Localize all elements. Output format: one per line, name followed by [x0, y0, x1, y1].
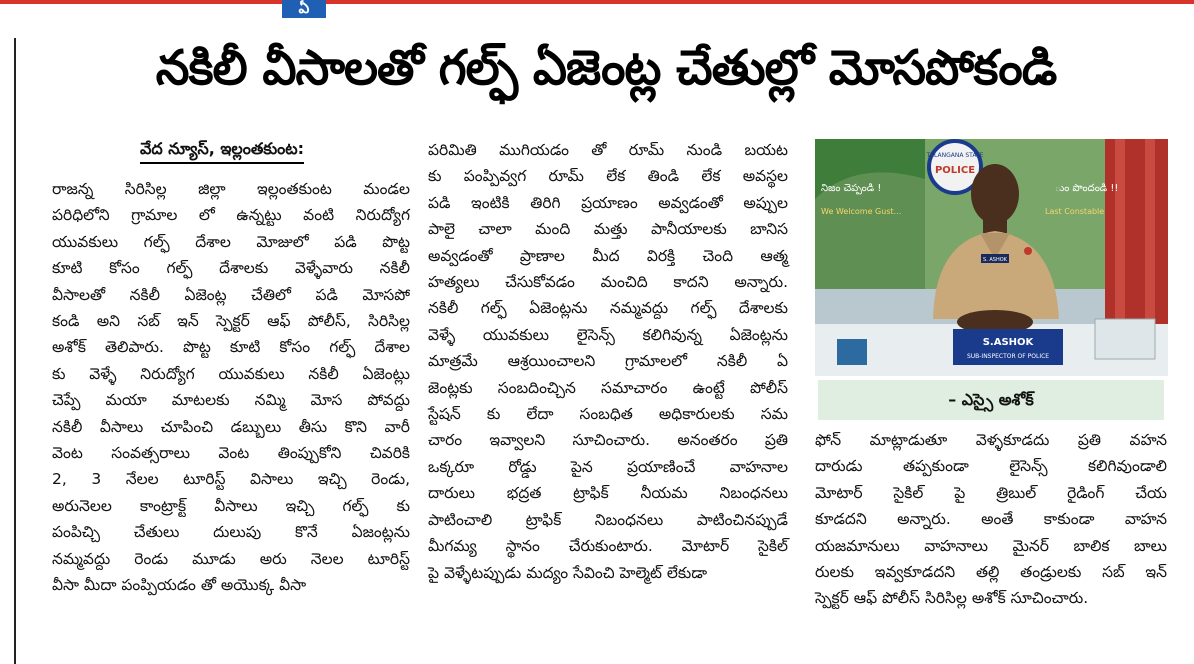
- badge-name-text: S. ASHOK: [983, 257, 1007, 263]
- article-line: కు వెళ్ళే నిరుద్యోగ యువకులు నకిలీ ఏజెంట్లు: [52, 364, 410, 383]
- article-line: యువకులు గల్ఫ్ దేశాల మోజులో పడి పొట్ట: [52, 232, 410, 251]
- emblem-top-text: TELANGANA STATE: [926, 152, 984, 159]
- article-line: పరిమితి ముగియడం తో రూమ్ నుండి బయట: [428, 141, 788, 159]
- nameplate-title: SUB-INSPECTOR OF POLICE: [966, 353, 1050, 360]
- article-line: నకిలీ వీసాలు చూపించి డబ్బులు తీసు కొని వారీ: [52, 417, 410, 436]
- board-english-right: Last Constable: [1045, 207, 1105, 216]
- board-text-left: నిజం చెప్పండి !: [821, 183, 882, 194]
- article-line: అరునెలల కాంట్రాక్ట్ వీసాలు ఇచ్చి గల్ఫ్ కు: [52, 496, 410, 515]
- article-line: నమ్మవద్దు రెండు మూడు అరు నెలల టూరిస్ట్: [52, 549, 410, 568]
- article-line: కూటి కోసం గల్ఫ్ దేశాలకు వెళ్ళేవారు నకిలీ: [52, 259, 410, 278]
- article-line: దారుడు తప్పకుండా లైసెన్స్ కలిగివుండాలి: [815, 457, 1167, 476]
- photo-caption: – ఎస్సై అశోక్: [818, 380, 1164, 420]
- article-line: కండి అని సబ్ ఇన్ స్పెక్టర్ ఆఫ్ పోలీస్, సిరిసిల్ల: [52, 312, 410, 331]
- article-line: చారం ఇవ్వాలని సూచించారు. అనంతరం ప్రతి: [428, 431, 788, 450]
- article-line: స్టేషన్ కు లేదా సంబధిత అధికారులకు సమ: [428, 405, 788, 424]
- article-column-1: [52, 176, 410, 599]
- article-line: పరిధిలోని గ్రామాల లో ఉన్నట్టు వంటి నిరుద్యోగ: [52, 206, 410, 225]
- article-line: హత్యలు చేసుకోవడం మంచిది కాదని అన్నారు.: [428, 273, 788, 292]
- article-line: పంపిచ్చి చేతులు దులుపు కొనే ఏజంట్లను: [52, 523, 410, 542]
- article-line: మీగమ్య స్థానం చేరుకుంటారు. మోటార్ సైకిల్: [428, 537, 788, 556]
- board-english-left: We Welcome Gust...: [821, 207, 902, 216]
- left-column-rule: [14, 38, 16, 664]
- article-line: కు పంప్పివ్వగ రూమ్ లేక తిండి లేక అవస్థల: [428, 167, 788, 186]
- article-line: అవ్వడంతో ప్రాణాల మీద విరక్తి చెంది ఆత్మ: [428, 246, 788, 265]
- article-line: మాత్రమే ఆశ్రయించాలని గ్రామాలలో నకిలీ ఏ: [428, 352, 788, 371]
- article-line: పాలై చాలా మంది మత్తు పానీయాలకు బానిస: [428, 220, 788, 239]
- article-line: పడి ఇంటికి తిరిగి ప్రయాణం అవ్వడంతో అప్పుల: [428, 193, 788, 212]
- article-line: జెంట్లకు సంబదించ్చిన సమాచారం ఉంట్టే పోలీస్: [428, 378, 788, 397]
- article-line: ఒక్కరూ రోడ్డు పైన ప్రయాణించే వాహనాల: [428, 457, 788, 476]
- article-line: పాటించాలి ట్రాఫిక్ నిబంధనలు పాటించినప్పుడే: [428, 510, 788, 529]
- emblem-main-text: POLICE: [934, 165, 976, 176]
- article-column-3: [815, 427, 1167, 612]
- board-text-right: ుం పొందండి !!: [1055, 183, 1119, 194]
- article-line: వెంట సంవత్సరాలు వెంట తింప్పుకోని చివరికి: [52, 444, 410, 463]
- article-line: వీసాలతో నకిలీ ఏజెంట్ల చేతిలో పడి మోసపో: [52, 285, 410, 304]
- article-line: అశోక్ తెలిపారు. పొట్ట కూటి కోసం గల్ఫ్ దేశాల: [52, 338, 410, 357]
- article-line: స్పెక్టర్ ఆఫ్ పోలీస్ సిరిసిల్ల అశోక్ సూచించారు.: [815, 589, 1089, 608]
- article-line: రాజన్న సిరిసిల్ల జిల్లా ఇల్లంతకుంట మండల: [52, 180, 410, 198]
- article-column-2: [428, 137, 788, 586]
- article-line: రులకు ఇవ్వకూడదని తల్లి తండ్రులకు సబ్ ఇన్: [815, 563, 1167, 582]
- article-line: 2, 3 నేలల టూరిస్ట్ విసాలు ఇచ్చి రెండు,: [52, 470, 410, 489]
- officer-photo: [815, 139, 1168, 376]
- article-line: చెప్పే మయా మాటలకు నమ్మి మోస పోవద్దు: [52, 391, 410, 410]
- headline: నకిలీ వీసాలతో గల్ఫ్ ఏజెంట్ల చేతుల్లో మోసపోకండి: [155, 40, 1057, 96]
- newspaper-logo-icon: ఏ: [282, 0, 326, 18]
- article-line: పై వెళ్ళేటప్పుడు మద్యం సేవించి హెల్మెట్ లేకుడా: [428, 563, 708, 582]
- article-line: యజమానులు వాహనాలు మైనర్ బాలిక బాలు: [815, 536, 1167, 555]
- article-line: వీసా మీదా పంప్పియడం తో అయొక్క వీసా: [52, 576, 307, 595]
- article-line: మోటార్ సైకిల్ పై త్రిబుల్ రైడింగ్ చేయ: [815, 483, 1167, 502]
- article-line: దారులు భద్రత ట్రాఫిక్ నీయమ నిబంధనలు: [428, 484, 788, 503]
- article-line: ఫోన్ మాట్లాడుతూ వెళ్ళకూడదు ప్రతి వహన: [815, 431, 1167, 449]
- top-red-rule: [0, 0, 1194, 4]
- article-line: కూడదని అన్నారు. అంతే కాకుండా వాహన: [815, 510, 1167, 529]
- article-line: వెళ్ళే యువకులు లైసెన్స్ కలిగివున్న ఏజెంట్లను: [428, 325, 788, 344]
- article-line: నకిలీ గల్ఫ్ ఏజెంట్లను నమ్మవద్దు గల్ఫ్ దేశాలకు: [428, 299, 788, 318]
- nameplate-name: S.ASHOK: [982, 337, 1034, 348]
- byline: వేద న్యూస్, ఇల్లంతకుంట:: [140, 136, 304, 164]
